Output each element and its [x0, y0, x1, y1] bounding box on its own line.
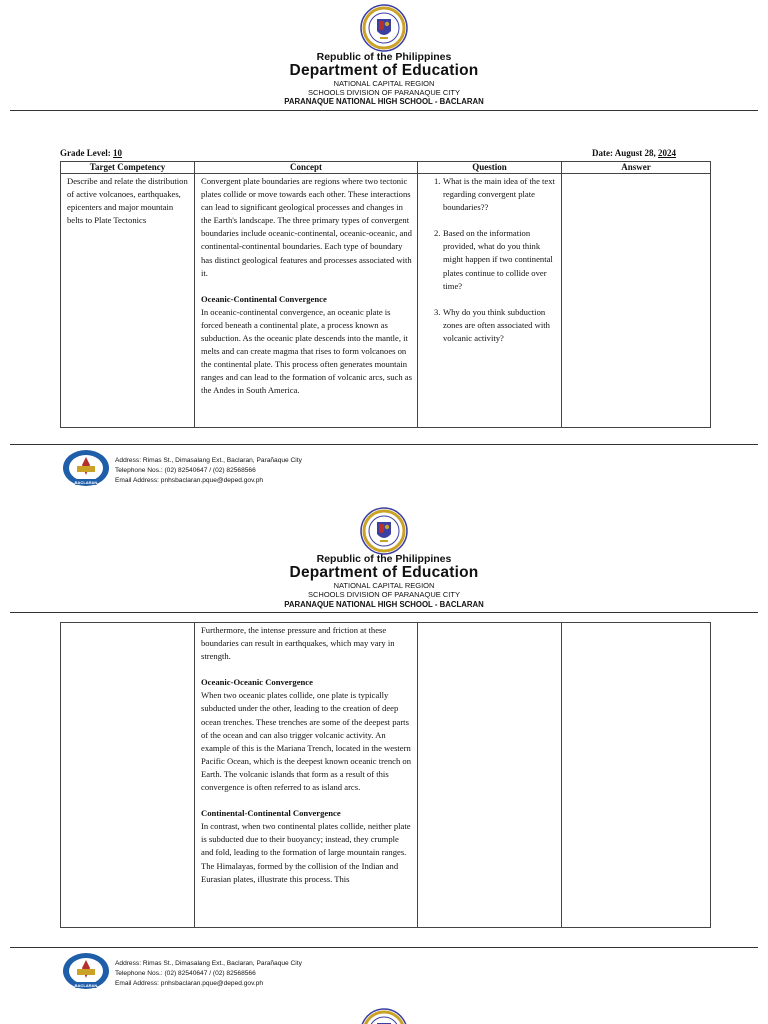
school-logo-text: BACLARAN	[74, 983, 98, 988]
date-label: Date: August 28,	[592, 148, 656, 158]
concept-cell	[195, 623, 418, 928]
col-header-question: Question	[418, 162, 562, 174]
lesson-table-continued	[60, 622, 711, 928]
grade-value: 10	[113, 148, 122, 158]
question-number: 3.	[434, 306, 441, 317]
concept-subheading: Oceanic-Continental Convergence	[201, 293, 327, 304]
concept-paragraph: Furthermore, the intense pressure and friction at these boundaries can result in earthquakes, which may vary in strength.	[201, 625, 395, 662]
footer-rule	[10, 947, 758, 948]
school-name: PARANAQUE NATIONAL HIGH SCHOOL - BACLARAN	[284, 600, 484, 609]
question-item	[424, 227, 556, 292]
header-rule	[10, 110, 758, 111]
footer-phone: Telephone Nos.: (02) 82540647 / (02) 82568566	[115, 970, 256, 978]
concept-paragraph: When two oceanic plates collide, one plate is typically subducted under the other, leading to the creation of deep ocean trenches. These trenches are some of the deepest parts of the ocean and can also trigger volcanic activity. An example of this is the Mariana Trench, located in the western Pacific Ocean, which is the deepest known oceanic trench on Earth. The volcanic islands that form as a result of this convergence is often referred to as island arcs.	[201, 690, 411, 793]
date-year: 2024	[658, 148, 677, 158]
department-heading: Department of Education	[289, 62, 479, 79]
division-line: SCHOOLS DIVISION OF PARANAQUE CITY	[308, 88, 460, 97]
question-text: Why do you think subduction zones are often associated with volcanic activity?	[443, 306, 550, 343]
competency-cell	[61, 623, 195, 928]
table-header-row	[61, 162, 711, 174]
question-list	[424, 175, 556, 345]
footer-contact	[115, 456, 302, 487]
concept-subheading: Continental-Continental Convergence	[201, 808, 341, 819]
question-number: 2.	[434, 228, 441, 239]
footer-email: Email Address: pnhsbaclaran.pque@deped.gov.ph	[115, 980, 264, 988]
question-cell	[418, 623, 562, 928]
question-text: Based on the information provided, what do you think might happen if two continental plates continue to collide over time?	[443, 228, 553, 291]
competency-text: Describe and relate the distribution of active volcanoes, earthquakes, epicenters and major mountain belts to Plate Tectonics	[67, 176, 188, 226]
table-row	[61, 174, 711, 428]
deped-seal-icon	[360, 4, 408, 52]
grade-level	[60, 148, 122, 158]
question-text: What is the main idea of the text regarding convergent plate boundaries??	[443, 176, 555, 213]
deped-seal-icon	[360, 1008, 408, 1024]
footer-rule	[10, 444, 758, 445]
footer-email: Email Address: pnhsbaclaran.pque@deped.gov.ph	[115, 477, 264, 485]
question-cell	[418, 174, 562, 428]
footer-phone: Telephone Nos.: (02) 82540647 / (02) 82568566	[115, 467, 256, 475]
region-line: NATIONAL CAPITAL REGION	[333, 79, 435, 88]
concept-cell	[195, 174, 418, 428]
concept-subheading: Oceanic-Oceanic Convergence	[201, 677, 313, 688]
concept-paragraph: In contrast, when two continental plates collide, neither plate is subducted due to their buoyancy; instead, they crumple and fold, leading to the formation of large mountain ranges. The Himalayas, formed by the collision of the Indian and Eurasian plates, illustrate this process. This	[201, 821, 411, 884]
table-row	[61, 623, 711, 928]
col-header-answer: Answer	[562, 162, 711, 174]
col-header-competency: Target Competency	[61, 162, 195, 174]
deped-seal-icon	[360, 507, 408, 555]
answer-cell[interactable]	[562, 174, 711, 428]
school-name: PARANAQUE NATIONAL HIGH SCHOOL - BACLARAN	[284, 97, 484, 106]
school-logo-icon	[62, 448, 110, 488]
school-logo-icon	[62, 951, 110, 991]
department-heading: Department of Education	[289, 564, 479, 581]
footer-address: Address: Rimas St., Dimasalang Ext., Baclaran, Parañaque City	[115, 457, 302, 464]
lesson-table	[60, 161, 711, 428]
republic-heading: Republic of the Philippines	[316, 553, 452, 565]
col-header-concept: Concept	[195, 162, 418, 174]
concept-paragraph: In oceanic-continental convergence, an oceanic plate is forced beneath a continental plate, a process known as subduction. As the oceanic plate descends into the mantle, it melts and can create magma that rises to form volcanoes on the continental plate. This process often generates mountain ranges and can lead to the formation of volcanic arcs, such as the Andes in South America.	[201, 306, 412, 396]
footer-contact	[115, 959, 302, 990]
header-rule	[10, 612, 758, 613]
footer-address: Address: Rimas St., Dimasalang Ext., Baclaran, Parañaque City	[115, 960, 302, 967]
grade-label: Grade Level:	[60, 148, 111, 158]
question-item	[424, 306, 556, 345]
question-number: 1.	[434, 176, 441, 186]
question-item	[424, 175, 556, 214]
concept-paragraph: Convergent plate boundaries are regions where two tectonic plates collide or move towards each other. These interactions can lead to significant geological processes and changes in the Earth's landscape. The three primary types of convergent boundaries include oceanic-continental, oceanic-oceanic, and continental-continental boundaries. Each type of boundary has distinct geological features and processes associated with it.	[201, 176, 412, 278]
competency-cell	[61, 174, 195, 428]
republic-heading: Republic of the Philippines	[316, 51, 452, 63]
region-line: NATIONAL CAPITAL REGION	[333, 581, 435, 590]
division-line: SCHOOLS DIVISION OF PARANAQUE CITY	[308, 590, 460, 599]
answer-cell[interactable]	[562, 623, 711, 928]
school-logo-text: BACLARAN	[74, 480, 98, 485]
date-field	[592, 148, 676, 158]
